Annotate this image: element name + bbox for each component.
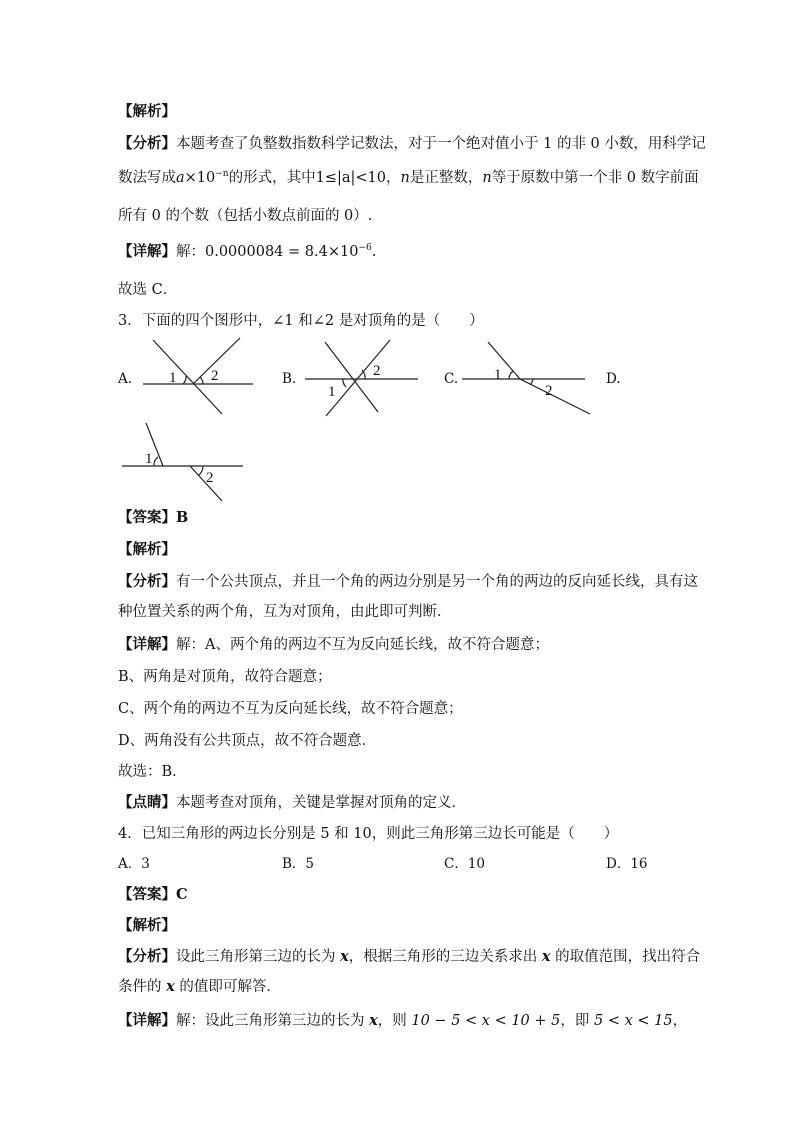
analysis-text: ， (386, 170, 401, 186)
formula-var: a (176, 170, 185, 186)
q2-analysis-line1 (118, 135, 706, 153)
figure-b-arc (362, 370, 365, 379)
q2-choose: 故选 C． (118, 282, 178, 298)
figure-b-line (325, 342, 378, 412)
figure-c-label-2: 2 (545, 383, 553, 399)
figure-d-arc (199, 466, 203, 475)
analysis-tag: 【分析】 (118, 573, 176, 590)
analysis-text: 条件的 (118, 979, 167, 995)
q4-option-d: D．16 (606, 856, 648, 872)
q4-option-b: B．5 (282, 856, 315, 872)
q4-answer: 【答案】C (118, 886, 188, 903)
figure-a-arc (200, 377, 203, 384)
q4-jiexi-heading: 【解析】 (118, 917, 176, 934)
q3-stem: 3．下面的四个图形中，∠1 和∠2 是对顶角的是（ ） (118, 313, 484, 329)
figure-c-label-1: 1 (494, 367, 502, 383)
q3-detail-line4: D、两角没有公共顶点，故不符合题意． (118, 733, 377, 749)
detail-text: . (371, 244, 377, 260)
q4-analysis-line1 (118, 948, 700, 966)
q3-detail-line3: C、两个角的两边不互为反向延长线，故不符合题意； (118, 701, 463, 717)
q4-analysis-line2 (118, 978, 281, 996)
q4-detail (118, 1012, 687, 1030)
detail-formula: 0.0000084 = 8.4×10 (205, 244, 359, 260)
analysis-text: 数法写成 (118, 170, 176, 186)
q4-option-c: C．10 (444, 856, 486, 872)
analysis-text: 的形式，其中 (228, 170, 316, 186)
formula-var: x (541, 948, 551, 965)
q2-analysis-line3: 所有 0 的个数（包括小数点前面的 0）. (118, 208, 373, 224)
analysis-text: 等于原数中第一个非 0 数字前面 (491, 170, 699, 186)
q3-detail-line1 (118, 636, 549, 654)
formula-var: x (340, 948, 349, 965)
figure-b-label-2: 2 (373, 363, 381, 379)
analysis-text: 设此三角形第三边的长为 (176, 949, 341, 965)
detail-inequality: 5 < x < 15 (594, 1013, 673, 1029)
formula-exponent: −6 (358, 243, 372, 254)
q3-comment (118, 794, 466, 812)
detail-text: ，则 (377, 1013, 412, 1029)
analysis-text: 有一个公共顶点，并且一个角的两边分别是另一个角的两边的反向延长线，具有这 (176, 574, 698, 590)
comment-tag: 【点睛】 (118, 794, 176, 811)
formula-var: x (166, 978, 175, 995)
q2-jiexi-heading: 【解析】 (118, 103, 176, 120)
detail-text: ， (672, 1013, 688, 1029)
formula-exponent: −n (215, 169, 229, 180)
analysis-text: 是正整数， (409, 170, 483, 186)
detail-text: ，即 (560, 1013, 594, 1029)
figure-b-arc (343, 379, 346, 387)
figure-a-arc (183, 376, 186, 384)
detail-tag: 【详解】 (118, 1012, 176, 1029)
q3-analysis-line2: 种位置关系的两个角，互为对顶角，由此即可判断． (118, 604, 452, 620)
figure-c-line (488, 342, 520, 379)
figure-a-label-2: 2 (211, 368, 219, 384)
figure-a-label-1: 1 (169, 370, 177, 386)
analysis-text: 的取值范围，找出符合 (550, 949, 701, 965)
formula-var: n (482, 170, 492, 186)
figure-c-arc (530, 379, 533, 385)
q3-option-d: D. (606, 371, 621, 387)
q3-figures (0, 330, 794, 530)
q3-option-b: B. (282, 371, 297, 387)
formula-range: 1≤|a|<10 (315, 170, 386, 186)
q3-option-c: C. (444, 371, 459, 387)
q2-analysis-line2 (118, 169, 699, 187)
detail-text: 解：A、两个角的两边不互为反向延长线，故不符合题意； (176, 637, 549, 653)
analysis-text: 的值即可解答． (174, 979, 281, 995)
detail-inequality: 10 − 5 < x < 10 + 5 (411, 1013, 561, 1029)
figure-d-arc (154, 457, 158, 466)
q2-detail (118, 243, 376, 261)
q3-option-a: A. (118, 371, 133, 387)
q4-stem: 4．已知三角形的两边长分别是 5 和 10，则此三角形第三边长可能是（ ） (118, 826, 619, 842)
figure-d-label-1: 1 (145, 451, 153, 467)
q3-choose: 故选：B． (118, 764, 187, 780)
q3-analysis-line1 (118, 573, 698, 591)
analysis-tag: 【分析】 (118, 948, 176, 965)
q4-option-a: A．3 (118, 856, 150, 872)
detail-tag: 【详解】 (118, 243, 176, 260)
analysis-tag: 【分析】 (118, 135, 176, 152)
figure-d-label-2: 2 (206, 470, 214, 486)
detail-text: 解： (176, 244, 205, 260)
q3-jiexi-heading: 【解析】 (118, 541, 176, 558)
formula-text: ×10 (184, 170, 216, 186)
detail-tag: 【详解】 (118, 636, 176, 653)
comment-text: 本题考查对顶角，关键是掌握对顶角的定义． (176, 795, 466, 811)
figure-c-arc (509, 371, 513, 379)
formula-var: n (400, 170, 410, 186)
analysis-text: ，根据三角形的三边关系求出 (348, 949, 542, 965)
detail-text: 解：设此三角形第三边的长为 (176, 1013, 370, 1029)
figure-b-label-1: 1 (328, 384, 336, 400)
q3-detail-line2: B、两角是对顶角，故符合题意； (118, 669, 332, 685)
q3-answer: 【答案】B (118, 509, 189, 526)
analysis-text: 本题考查了负整数指数科学记数法，对于一个绝对值小于 1 的非 0 小数，用科学记 (176, 136, 706, 152)
formula-var: x (369, 1012, 378, 1029)
